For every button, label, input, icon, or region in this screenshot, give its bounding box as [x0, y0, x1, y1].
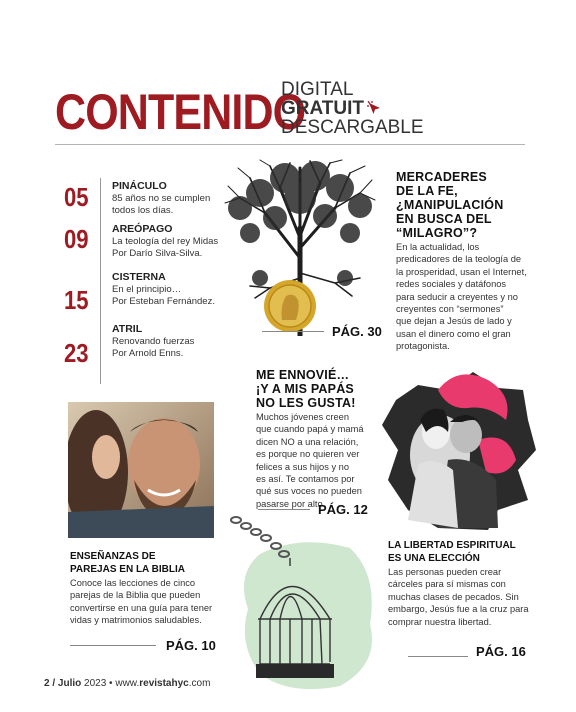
subtitle-gratuit: GRATUIT	[281, 98, 365, 119]
index-entry[interactable]: CISTERNA En el principio… Por Esteban Fernández.	[112, 271, 232, 308]
subtitle-descargable: DESCARGABLE	[281, 117, 424, 138]
footer-separator: •	[109, 678, 113, 689]
article-title: ENSEÑANZAS DE PAREJAS EN LA BIBLIA	[70, 551, 186, 575]
article-ensenanzas[interactable]	[70, 551, 250, 627]
article-summary: Las personas pueden crear cárceles para sí mismas con muchas clases de pecados. Sin embargo, Jesús fue a la cruz para comprar nuestra libertad.	[388, 567, 529, 627]
article-mercaderes[interactable]	[396, 170, 556, 353]
index-entry[interactable]: PINÁCULO 85 años no se cumplen todos los días.	[112, 180, 232, 217]
article-ennovie[interactable]	[256, 368, 386, 510]
article-title: MERCADERES DE LA FE, ¿MANIPULACIÓN EN BUSCA DEL “MILAGRO”?	[396, 170, 504, 240]
page-ref[interactable]: PÁG. 12	[318, 502, 368, 517]
index-divider	[100, 178, 101, 384]
footer-website[interactable]: www.revistahyc.com	[115, 678, 211, 689]
article-libertad[interactable]	[388, 540, 548, 628]
subtitle	[281, 80, 424, 137]
subtitle-digital: DIGITAL	[281, 79, 354, 100]
article-title: LA LIBERTAD ESPIRITUAL ES UNA ELECCIÓN	[388, 540, 516, 564]
footer-year: 2023	[84, 678, 107, 689]
index-number: 15	[64, 285, 89, 315]
index-entry[interactable]: AREÓPAGO La teología del rey Midas Por Darío Silva-Silva.	[112, 223, 232, 260]
index-heading: CISTERNA	[112, 271, 166, 283]
article-summary: En la actualidad, los predicadores de la teología de la prosperidad, usan el Internet, redes sociales y datáfonos para seducir a creyentes y no creyentes con “sermones” que dejan a Jesús de lado y usan el dinero como el gran protagonista.	[396, 242, 527, 352]
article-summary: Muchos jóvenes creen que cuando papá y mamá dicen NO a una relación, es porque no quieren ver felices a sus hijos y no es así. Te contamos por qué sus voces no pueden pasarse por alto.	[256, 412, 364, 509]
footer-page: 2 / Julio	[44, 678, 82, 689]
page-ref[interactable]: PÁG. 10	[166, 638, 216, 653]
article-summary: Conoce las lecciones de cinco parejas de la Biblia que pueden convertirse en una guía para tener vidas y matrimonios saludables.	[70, 578, 213, 626]
index-heading: ATRIL	[112, 323, 143, 335]
index-heading: AREÓPAGO	[112, 223, 173, 235]
page-footer	[44, 678, 210, 689]
page-ref[interactable]: PÁG. 16	[476, 644, 526, 659]
tree-coin-image	[220, 158, 380, 336]
article-title: ME ENNOVIÉ… ¡Y A MIS PAPÁS NO LES GUSTA!	[256, 368, 356, 410]
index-entry[interactable]: ATRIL Renovando fuerzas Por Arnold Enns.	[112, 323, 232, 360]
index-number: 05	[64, 182, 89, 212]
page-title: CONTENIDO	[55, 84, 306, 140]
index-number: 23	[64, 338, 89, 368]
couple-photo	[68, 402, 214, 538]
birdcage-image	[230, 514, 380, 696]
couple-hug-image	[378, 360, 538, 532]
header-divider	[55, 144, 525, 145]
page-ref[interactable]: PÁG. 30	[332, 324, 382, 339]
index-number: 09	[64, 224, 89, 254]
cursor-icon	[367, 101, 383, 117]
index-heading: PINÁCULO	[112, 180, 167, 192]
